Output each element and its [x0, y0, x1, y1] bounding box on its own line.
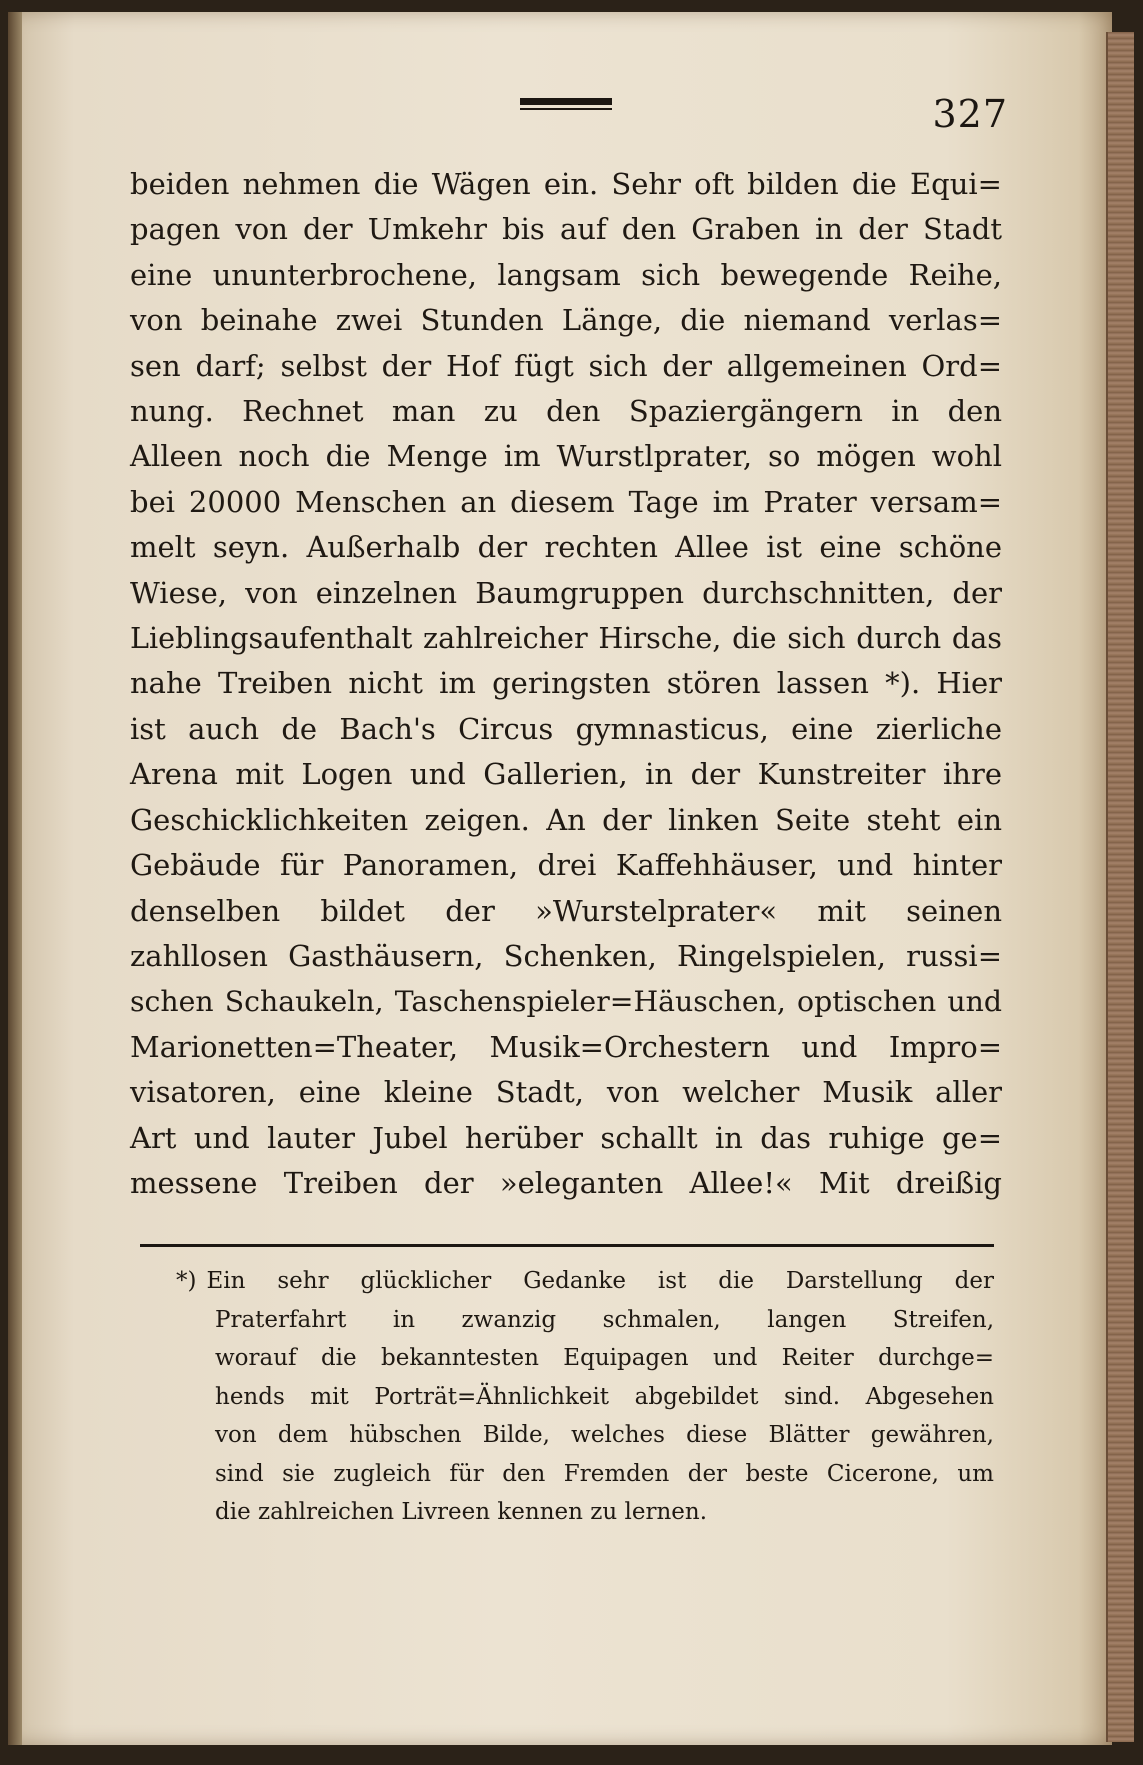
- text-line: Art und lauter Jubel herüber schallt in das ruhige ge=: [130, 1120, 1002, 1155]
- footnote-line: [140, 1262, 994, 1301]
- text-line: schen Schaukeln, Taschenspieler=Häuschen, optischen und: [130, 985, 1002, 1019]
- text-line: von beinahe zwei Stunden Länge, die niemand verlas=: [130, 303, 1002, 338]
- footnote-line: die zahlreichen Livreen kennen zu lernen.: [215, 1499, 708, 1525]
- footnote-line: von dem hübschen Bilde, welches diese Blätter gewähren,: [215, 1422, 994, 1448]
- footnote: [140, 1262, 994, 1532]
- footnote-line: Praterfahrt in zwanzig schmalen, langen Streifen,: [215, 1306, 994, 1333]
- text-line: pagen von der Umkehr bis auf den Graben in der Stadt: [130, 212, 1002, 247]
- text-line: Lieblingsaufenthalt zahlreicher Hirsche, die sich durch das: [130, 621, 1002, 656]
- text-line: visatoren, eine kleine Stadt, von welcher Musik aller: [130, 1075, 1002, 1110]
- text-line: eine ununterbrochene, langsam sich bewegende Reihe,: [130, 257, 1002, 292]
- footnote-line: hends mit Porträt=Ähnlichkeit abgebildet sind. Abgesehen: [215, 1383, 994, 1410]
- footnote-line-text: Ein sehr glücklicher Gedanke ist die Darstellung der: [206, 1268, 994, 1294]
- text-line: ist auch de Bach's Circus gymnasticus, eine zierliche: [130, 711, 1002, 746]
- text-line: nung. Rechnet man zu den Spaziergängern in den: [130, 394, 1002, 429]
- text-line: messene Treiben der »eleganten Allee!« Mit dreißig: [130, 1165, 1002, 1200]
- footnote-marker: *): [176, 1268, 197, 1294]
- page-number: 327: [932, 92, 1008, 136]
- header-ornament-rule: [520, 98, 612, 110]
- text-line: Alleen noch die Menge im Wurstlprater, so mögen wohl: [130, 439, 1002, 474]
- text-line: Wiese, von einzelnen Baumgruppen durchschnitten, der: [130, 575, 1002, 610]
- text-line: Geschicklichkeiten zeigen. An der linken Seite steht ein: [130, 802, 1002, 837]
- text-line: Marionetten=Theater, Musik=Orchestern und Impro=: [130, 1029, 1002, 1064]
- text-line: beiden nehmen die Wägen ein. Sehr oft bilden die Equi=: [130, 167, 1002, 201]
- text-line: zahllosen Gasthäusern, Schenken, Ringelspielen, russi=: [130, 938, 1002, 973]
- text-line: bei 20000 Menschen an diesem Tage im Prater versam=: [130, 484, 1002, 519]
- page-edge: [1106, 32, 1134, 1742]
- text-line: nahe Treiben nicht im geringsten stören lassen *). Hier: [130, 666, 1002, 701]
- text-line: sen darf; selbst der Hof fügt sich der allgemeinen Ord=: [130, 348, 1002, 383]
- text-line: denselben bildet der »Wurstelprater« mit seinen: [130, 893, 1002, 928]
- text-line: Arena mit Logen und Gallerien, in der Kunstreiter ihre: [130, 757, 1002, 792]
- footnote-divider: [140, 1244, 994, 1247]
- footnote-line: worauf die bekanntesten Equipagen und Reiter durchge=: [215, 1345, 994, 1371]
- text-line: Gebäude für Panoramen, drei Kaffehhäuser, und hinter: [130, 848, 1002, 883]
- body-text: [130, 162, 1002, 1206]
- text-line: melt seyn. Außerhalb der rechten Allee ist eine schöne: [130, 530, 1002, 565]
- book-spine-shadow: [8, 12, 22, 1745]
- footnote-line: sind sie zugleich für den Fremden der beste Cicerone, um: [215, 1460, 994, 1487]
